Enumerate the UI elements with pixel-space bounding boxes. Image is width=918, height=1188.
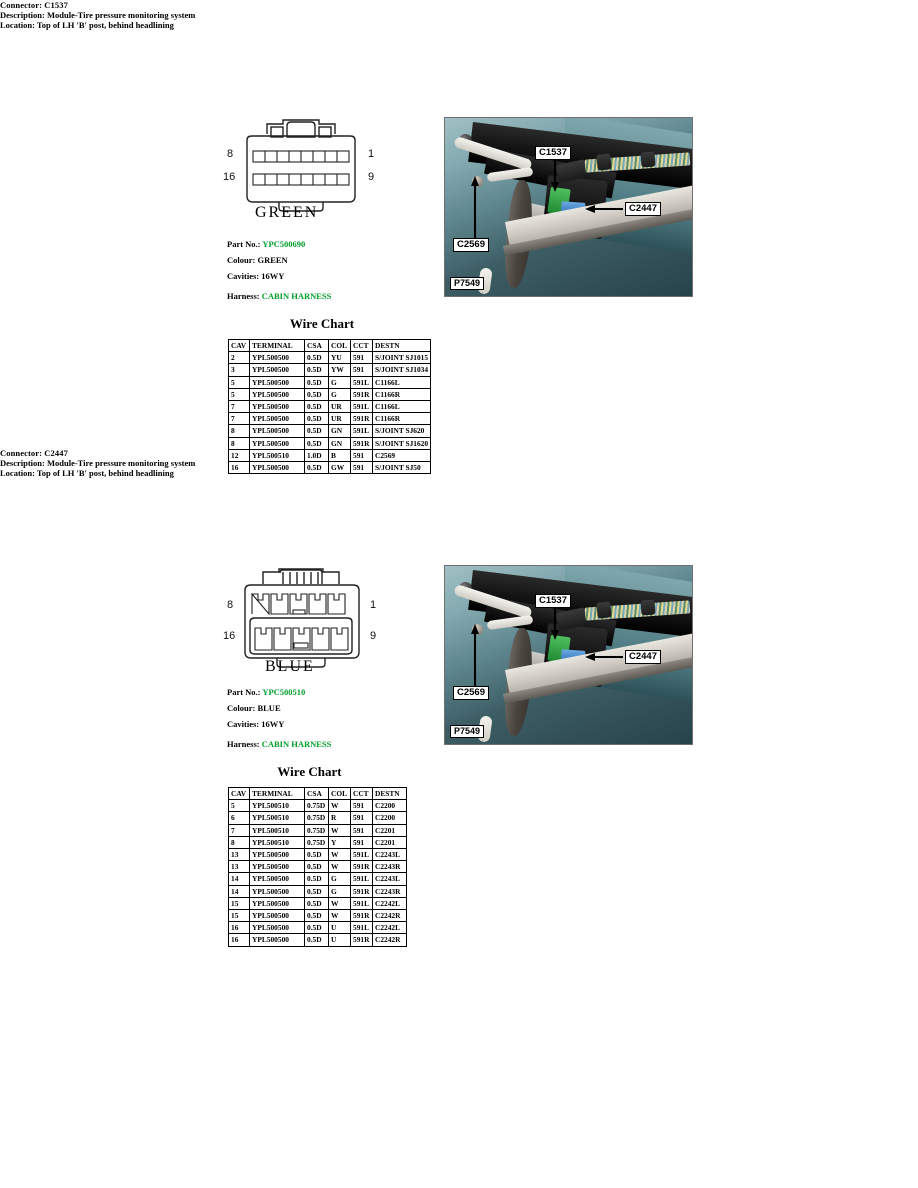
- cell-cav: 7: [229, 413, 250, 425]
- table-row: [229, 364, 431, 376]
- cell-col: W: [329, 861, 351, 873]
- cell-csa: 0.5D: [305, 462, 329, 474]
- cell-csa: 0.5D: [305, 401, 329, 413]
- spec-harness: [227, 739, 331, 749]
- cell-destn: C2200: [373, 812, 407, 824]
- cell-csa: 0.5D: [305, 861, 329, 873]
- table-row: [229, 873, 407, 885]
- cell-cct: 591: [351, 449, 373, 461]
- location-photo: [444, 565, 693, 745]
- callout-label-c1537: C1537: [535, 146, 571, 160]
- cell-csa: 0.5D: [305, 413, 329, 425]
- cell-col: W: [329, 849, 351, 861]
- cell-csa: 0.75D: [305, 824, 329, 836]
- cell-terminal: YPL500510: [250, 449, 305, 461]
- connector-title: Connector: C1537: [0, 0, 68, 10]
- header-destn: DESTN: [373, 340, 431, 352]
- cell-csa: 0.5D: [305, 352, 329, 364]
- cell-cav: 8: [229, 425, 250, 437]
- cell-destn: S/JOINT SJ620: [373, 425, 431, 437]
- cell-col: U: [329, 922, 351, 934]
- cell-terminal: YPL500500: [250, 376, 305, 388]
- cell-cct: 591R: [351, 910, 373, 922]
- spec-harness: [227, 291, 331, 301]
- pin-number-top-right: 1: [368, 148, 375, 160]
- cell-col: Y: [329, 836, 351, 848]
- wire-chart-table: [228, 787, 407, 947]
- spec-cavities-value: 16WY: [261, 271, 285, 281]
- header-cct: CCT: [351, 340, 373, 352]
- cell-cct: 591L: [351, 849, 373, 861]
- cell-terminal: YPL500500: [250, 861, 305, 873]
- table-row: [229, 934, 407, 946]
- connector-color-label: BLUE: [265, 658, 315, 675]
- cell-col: YU: [329, 352, 351, 364]
- cell-cav: 13: [229, 849, 250, 861]
- wire-chart-header-row: [229, 788, 407, 800]
- cell-destn: C2200: [373, 800, 407, 812]
- header-csa: CSA: [305, 340, 329, 352]
- spec-harness-label: Harness:: [227, 291, 260, 301]
- cell-cav: 8: [229, 836, 250, 848]
- cell-destn: C2201: [373, 824, 407, 836]
- cell-cav: 7: [229, 824, 250, 836]
- table-row: [229, 413, 431, 425]
- cell-col: B: [329, 449, 351, 461]
- cell-terminal: YPL500500: [250, 364, 305, 376]
- cell-cav: 16: [229, 922, 250, 934]
- cell-cct: 591L: [351, 401, 373, 413]
- cell-terminal: YPL500500: [250, 437, 305, 449]
- cell-csa: 0.5D: [305, 437, 329, 449]
- cell-col: G: [329, 388, 351, 400]
- table-row: [229, 388, 431, 400]
- spec-colour: [227, 255, 288, 265]
- header-csa: CSA: [305, 788, 329, 800]
- cell-terminal: YPL500500: [250, 873, 305, 885]
- cell-csa: 0.5D: [305, 873, 329, 885]
- cell-col: UR: [329, 401, 351, 413]
- cell-cav: 16: [229, 934, 250, 946]
- header-cav: CAV: [229, 788, 250, 800]
- cell-cav: 7: [229, 401, 250, 413]
- cell-cct: 591: [351, 352, 373, 364]
- table-row: [229, 885, 407, 897]
- table-row: [229, 861, 407, 873]
- cell-terminal: YPL500500: [250, 897, 305, 909]
- cell-col: W: [329, 824, 351, 836]
- cell-destn: C2243R: [373, 885, 407, 897]
- callout-label-c2447: C2447: [625, 650, 661, 664]
- cell-cav: 5: [229, 376, 250, 388]
- spec-colour-label: Colour:: [227, 703, 256, 713]
- header-terminal: TERMINAL: [250, 340, 305, 352]
- cell-terminal: YPL500500: [250, 462, 305, 474]
- cell-destn: C2242R: [373, 934, 407, 946]
- table-row: [229, 352, 431, 364]
- cell-csa: 0.5D: [305, 885, 329, 897]
- header-terminal: TERMINAL: [250, 788, 305, 800]
- wire-chart-title: Wire Chart: [277, 764, 342, 779]
- header-col: COL: [329, 788, 351, 800]
- cell-destn: C2242R: [373, 910, 407, 922]
- cell-cav: 2: [229, 352, 250, 364]
- pin-number-top-left: 8: [227, 599, 234, 611]
- spec-part-no: [227, 687, 305, 697]
- cell-terminal: YPL500500: [250, 401, 305, 413]
- photo-description: Description: Module-Tire pressure monitoring system: [0, 10, 196, 20]
- cell-destn: C2243L: [373, 873, 407, 885]
- connector-outline-svg: [227, 118, 417, 218]
- cell-cct: 591R: [351, 437, 373, 449]
- cell-csa: 0.75D: [305, 800, 329, 812]
- cell-terminal: YPL500500: [250, 352, 305, 364]
- cell-destn: S/JOINT SJ1620: [373, 437, 431, 449]
- cell-terminal: YPL500500: [250, 934, 305, 946]
- cell-col: GN: [329, 437, 351, 449]
- cell-destn: C2201: [373, 836, 407, 848]
- connector-pinout-diagram: [223, 566, 417, 681]
- cell-destn: C1166R: [373, 413, 431, 425]
- header-destn: DESTN: [373, 788, 407, 800]
- cell-cct: 591: [351, 462, 373, 474]
- spec-cavities-value: 16WY: [261, 719, 285, 729]
- photo-id-label: P7549: [450, 725, 484, 738]
- header-cct: CCT: [351, 788, 373, 800]
- cell-cct: 591R: [351, 885, 373, 897]
- cell-terminal: YPL500500: [250, 425, 305, 437]
- cell-cav: 15: [229, 897, 250, 909]
- cell-terminal: YPL500500: [250, 388, 305, 400]
- cell-col: G: [329, 885, 351, 897]
- table-row: [229, 922, 407, 934]
- table-row: [229, 401, 431, 413]
- table-row: [229, 849, 407, 861]
- cell-terminal: YPL500500: [250, 885, 305, 897]
- cell-terminal: YPL500500: [250, 849, 305, 861]
- cell-cct: 591L: [351, 922, 373, 934]
- cell-cct: 591L: [351, 376, 373, 388]
- photo-location: Location: Top of LH 'B' post, behind headlining: [0, 20, 174, 30]
- cell-terminal: YPL500510: [250, 812, 305, 824]
- cell-col: R: [329, 812, 351, 824]
- cell-terminal: YPL500500: [250, 413, 305, 425]
- table-row: [229, 376, 431, 388]
- connector-section-2: [0, 448, 918, 1008]
- callout-label-c1537: C1537: [535, 594, 571, 608]
- spec-part-no-label: Part No.:: [227, 239, 261, 249]
- cell-destn: C1166R: [373, 388, 431, 400]
- table-row: [229, 800, 407, 812]
- cell-terminal: YPL500510: [250, 800, 305, 812]
- cell-csa: 0.5D: [305, 364, 329, 376]
- cell-destn: S/JOINT SJ50: [373, 462, 431, 474]
- cell-cct: 591L: [351, 425, 373, 437]
- cell-col: GW: [329, 462, 351, 474]
- cell-cct: 591: [351, 364, 373, 376]
- cell-destn: C2242L: [373, 922, 407, 934]
- wire-chart-body: [229, 800, 407, 946]
- spec-harness-value: CABIN HARNESS: [261, 739, 332, 749]
- cell-col: W: [329, 897, 351, 909]
- cell-csa: 0.5D: [305, 910, 329, 922]
- wire-chart-header-row: [229, 340, 431, 352]
- cell-destn: S/JOINT SJ1015: [373, 352, 431, 364]
- cell-cav: 5: [229, 388, 250, 400]
- spec-harness-label: Harness:: [227, 739, 260, 749]
- cell-csa: 0.5D: [305, 934, 329, 946]
- cell-col: G: [329, 376, 351, 388]
- cell-cav: 15: [229, 910, 250, 922]
- cell-cct: 591R: [351, 388, 373, 400]
- cell-csa: 0.5D: [305, 897, 329, 909]
- photo-location: Location: Top of LH 'B' post, behind headlining: [0, 468, 174, 478]
- cell-col: W: [329, 910, 351, 922]
- pin-number-bottom-right: 9: [370, 630, 377, 642]
- spec-part-no-value: YPC500690: [262, 239, 306, 249]
- callout-label-c2569: C2569: [453, 238, 489, 252]
- pin-number-bottom-left: 16: [223, 630, 236, 642]
- cell-csa: 0.75D: [305, 812, 329, 824]
- cell-csa: 0.5D: [305, 388, 329, 400]
- cell-terminal: YPL500510: [250, 836, 305, 848]
- cell-cav: 8: [229, 437, 250, 449]
- spec-colour-label: Colour:: [227, 255, 256, 265]
- connector-pinout-diagram: [223, 118, 417, 228]
- cell-cct: 591L: [351, 897, 373, 909]
- location-photo: [444, 117, 693, 297]
- cell-cav: 16: [229, 462, 250, 474]
- pin-number-bottom-left: 16: [223, 171, 236, 183]
- cell-csa: 1.0D: [305, 449, 329, 461]
- table-row: [229, 897, 407, 909]
- spec-part-no: [227, 239, 305, 249]
- header-col: COL: [329, 340, 351, 352]
- cell-col: GN: [329, 425, 351, 437]
- cell-cct: 591: [351, 800, 373, 812]
- cell-terminal: YPL500510: [250, 824, 305, 836]
- cell-csa: 0.5D: [305, 849, 329, 861]
- table-row: [229, 425, 431, 437]
- spec-cavities: [227, 719, 284, 729]
- spec-colour-value: BLUE: [257, 703, 281, 713]
- cell-csa: 0.75D: [305, 836, 329, 848]
- cell-col: U: [329, 934, 351, 946]
- cell-cct: 591R: [351, 861, 373, 873]
- pin-number-top-right: 1: [370, 599, 377, 611]
- cell-col: W: [329, 800, 351, 812]
- cell-cav: 14: [229, 885, 250, 897]
- spec-colour-value: GREEN: [257, 255, 288, 265]
- photo-description: Description: Module-Tire pressure monitoring system: [0, 458, 196, 468]
- cell-cct: 591: [351, 812, 373, 824]
- cell-col: YW: [329, 364, 351, 376]
- cell-col: G: [329, 873, 351, 885]
- cell-cav: 5: [229, 800, 250, 812]
- cell-destn: C2243L: [373, 849, 407, 861]
- pin-number-top-left: 8: [227, 148, 234, 160]
- connector-section-1: [0, 0, 918, 500]
- cell-cct: 591: [351, 824, 373, 836]
- wire-chart-title: Wire Chart: [289, 316, 355, 331]
- callout-label-c2569: C2569: [453, 686, 489, 700]
- connector-title: Connector: C2447: [0, 448, 68, 458]
- cell-destn: S/JOINT SJ1034: [373, 364, 431, 376]
- table-row: [229, 824, 407, 836]
- spec-colour: [227, 703, 281, 713]
- cell-cav: 3: [229, 364, 250, 376]
- table-row: [229, 812, 407, 824]
- cell-cct: 591R: [351, 934, 373, 946]
- connector-color-label: GREEN: [255, 204, 319, 221]
- cell-csa: 0.5D: [305, 376, 329, 388]
- cell-cav: 13: [229, 861, 250, 873]
- connector-outline-svg: [227, 566, 417, 671]
- table-row: [229, 836, 407, 848]
- spec-part-no-value: YPC500510: [262, 687, 306, 697]
- spec-cavities: [227, 271, 284, 281]
- cell-destn: C1166L: [373, 401, 431, 413]
- cell-csa: 0.5D: [305, 922, 329, 934]
- cell-cav: 6: [229, 812, 250, 824]
- cell-destn: C2569: [373, 449, 431, 461]
- table-row: [229, 910, 407, 922]
- pin-number-bottom-right: 9: [368, 171, 375, 183]
- cell-col: UR: [329, 413, 351, 425]
- photo-id-label: P7549: [450, 277, 484, 290]
- cell-cav: 12: [229, 449, 250, 461]
- cell-cav: 14: [229, 873, 250, 885]
- cell-terminal: YPL500500: [250, 922, 305, 934]
- cell-destn: C2243R: [373, 861, 407, 873]
- cell-cct: 591L: [351, 873, 373, 885]
- spec-cavities-label: Cavities:: [227, 271, 260, 281]
- cell-cct: 591R: [351, 413, 373, 425]
- cell-csa: 0.5D: [305, 425, 329, 437]
- cell-terminal: YPL500500: [250, 910, 305, 922]
- header-cav: CAV: [229, 340, 250, 352]
- callout-label-c2447: C2447: [625, 202, 661, 216]
- spec-cavities-label: Cavities:: [227, 719, 260, 729]
- spec-harness-value: CABIN HARNESS: [261, 291, 332, 301]
- cell-destn: C2242L: [373, 897, 407, 909]
- spec-part-no-label: Part No.:: [227, 687, 261, 697]
- cell-destn: C1166L: [373, 376, 431, 388]
- cell-cct: 591: [351, 836, 373, 848]
